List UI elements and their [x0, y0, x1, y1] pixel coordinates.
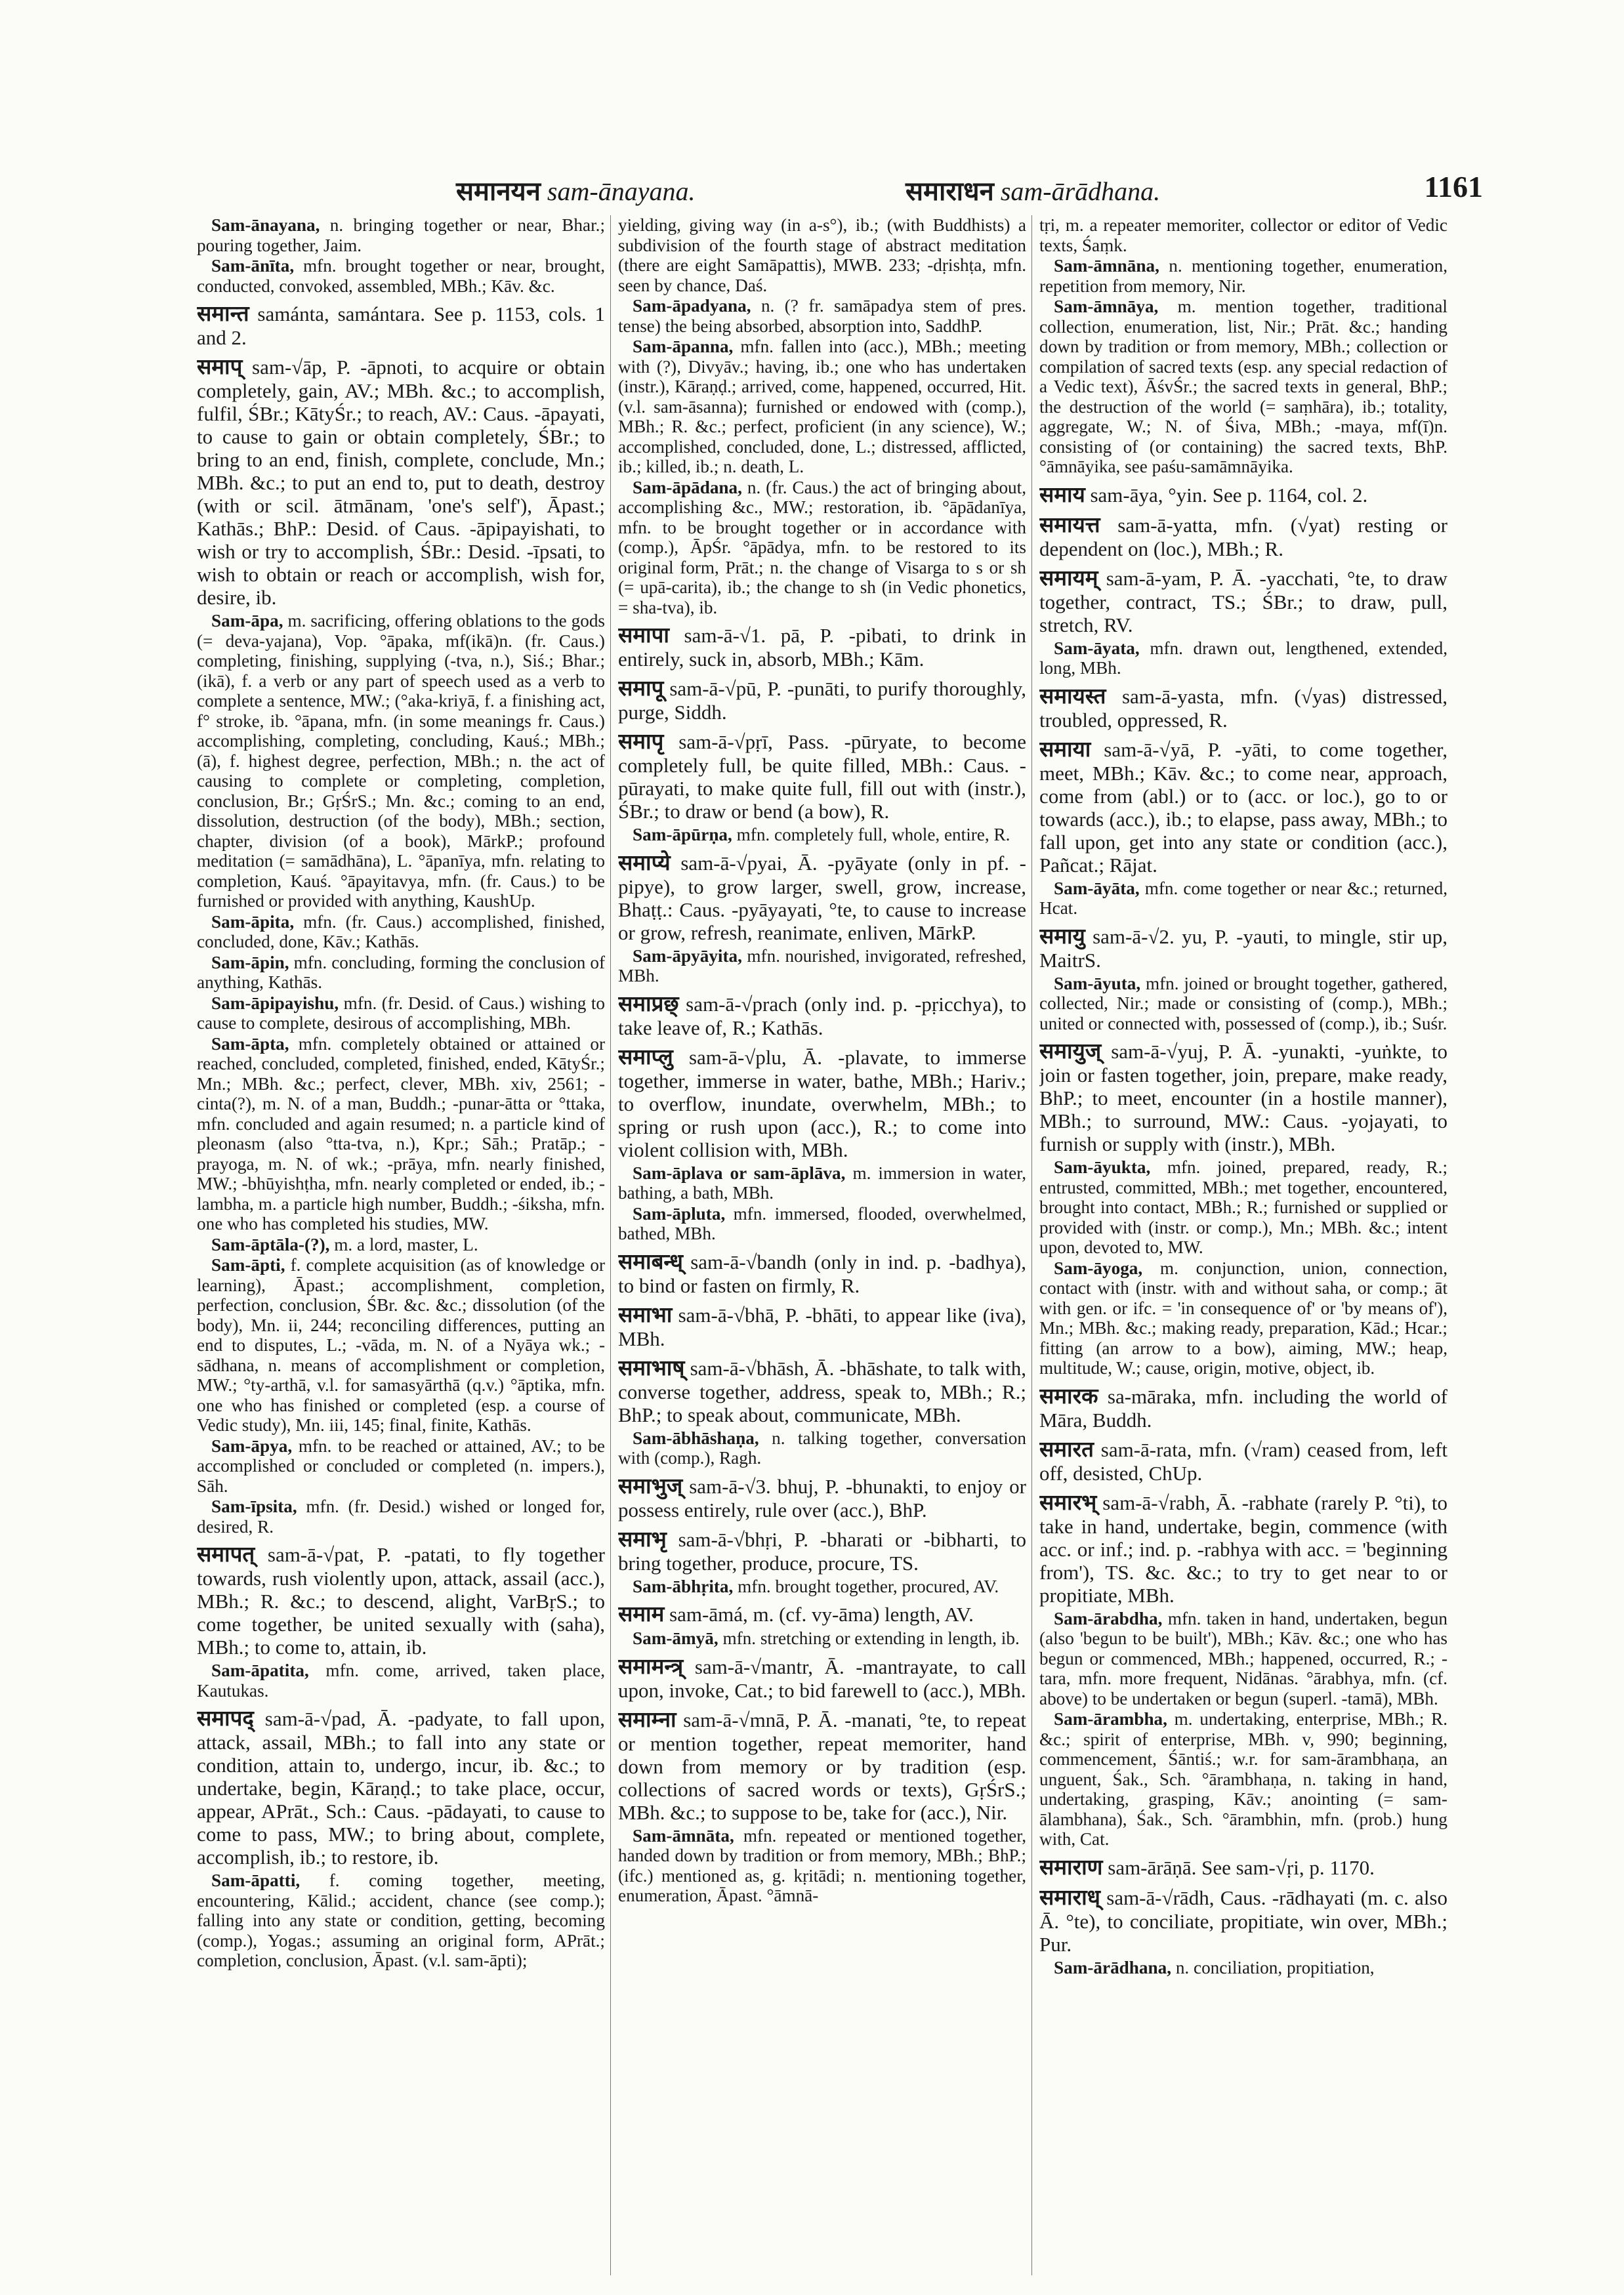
entry-headword: Sam-āyāta, [1054, 878, 1140, 898]
entry-headword: समाभा [618, 1303, 673, 1327]
entry-definition: m. immersion in water, bathing, a bath, MBh. [618, 1163, 1026, 1203]
entry-definition: sam-ā-yam, P. Ā. -yacchati, °te, to draw together, contract, TS.; ŚBr.; to draw, pull, stretch, RV. [1039, 566, 1447, 636]
entry-headword: समाप्ये [618, 851, 671, 875]
sub-entry [197, 1235, 605, 1255]
sub-entry [1039, 1157, 1447, 1258]
entry-headword: Sam-āyoga, [1054, 1258, 1143, 1278]
main-entry [618, 1708, 1026, 1824]
left-running-head-devanagari: समानयन [456, 176, 541, 206]
main-entry [197, 356, 605, 609]
entry-definition: yielding, giving way (in a-s°), ib.; (with Buddhists) a subdivision of the fourth stage of abstract meditation (there are eight Samāpattis), MWB. 233; -dṛishṭa, mfn. seen by chance, Daś. [618, 215, 1026, 295]
sub-entry [1039, 974, 1447, 1034]
entry-definition: sam-ā-√pṛī, Pass. -pūryate, to become completely full, be quite filled, MBh.: Caus. -pūrayati, to make quite full, fill out with (instr.), ŚBr.; to draw or bend (a bow), R. [618, 730, 1026, 823]
entry-definition: sam-√āp, P. -āpnoti, to acquire or obtain completely, gain, AV.; MBh. &c.; to accomplish, fulfil, ŚBr.; KātyŚr.; to reach, AV.: Caus. -āpayati, to cause to gain or obtain completely, ŚBr.; to bring to an end, finish, complete, conclude, Mn.; MBh. &c.; to put an end to, put to death, destroy (with or scil. ātmānam, 'one's self'), Āpast.; Kathās.; BhP.: Desid. of Caus. -āpipayishati, to wish or try to accomplish, ŚBr.: Desid. -īpsati, to wish to obtain or reach or accomplish, wish for, desire, ib. [197, 356, 605, 609]
sub-entry [197, 1497, 605, 1537]
entry-headword: Sam-āyukta, [1054, 1157, 1151, 1177]
entry-headword: समाप्लु [618, 1045, 673, 1069]
entry-definition: sam-ā-√yuj, P. Ā. -yunakti, -yuṅkte, to join or fasten together, join, prepare, make ready, BhP.; to meet, encounter (in a hostile manner), MBh.; to surround, MW.: Caus. -yojayati, to furnish or supply with (instr.), MBh. [1039, 1040, 1447, 1155]
entry-definition: mfn. (fr. Desid. of Caus.) wishing to cause to complete, desirous of accomplishing, MBh. [197, 993, 605, 1033]
entry-definition: sam-ā-√mnā, P. Ā. -manati, °te, to repeat or mention together, repeat memoriter, hand down from memory or by tradition (esp. collections of sacred words or texts), GṛŚrS.; MBh. &c.; to suppose to be, take for (acc.), Nir. [618, 1708, 1026, 1824]
entry-headword: Sam-āpita, [211, 911, 295, 932]
right-running-head-latin: sam-ārādhana. [1000, 176, 1161, 206]
entry-headword: समाम्ना [618, 1708, 677, 1732]
main-entry [1039, 685, 1447, 732]
sub-entry [197, 1871, 605, 1971]
main-entry [1039, 1040, 1447, 1155]
sub-entry [197, 1255, 605, 1436]
main-entry [618, 1357, 1026, 1426]
entry-definition: mfn. brought together, procured, AV. [738, 1576, 999, 1596]
entry-headword: समाबन्ध् [618, 1250, 683, 1274]
column-3 [1039, 215, 1447, 2275]
entry-headword: समायुज् [1039, 1040, 1102, 1064]
main-entry [618, 1475, 1026, 1521]
entry-headword: Sam-āptāla-(?), [211, 1234, 330, 1254]
entry-headword: Sam-ārādhana, [1054, 1957, 1172, 1977]
entry-headword: समायम् [1039, 566, 1098, 590]
sub-entry [197, 1436, 605, 1497]
entry-headword: समान्त [197, 302, 249, 326]
sub-entry [1039, 879, 1447, 919]
sub-entry [1039, 1609, 1447, 1709]
entry-definition: m. sacrificing, offering oblations to the gods (= deva-yajana), Vop. °āpaka, mf(ikā)n. (fr. Caus.) completing, finishing, supplying (-tva, n.), Siś.; Bhar.; (ikā), f. a verb or any part of speech used as a verb to complete a sentence, MW.; (°aka-kriyā, f. a finishing act, f° stroke, ib. °āpana, mfn. (in some meanings fr. Caus.) accomplishing, completing, concluding, Kauś.; MBh.; (ā), f. highest degree, perfection, MBh.; n. the act of causing to complete or completing, completion, conclusion, Br.; GṛŚrS.; Mn. &c.; coming to an end, dissolution, destruction (of the body), MBh.; section, chapter, division (of a book), MārkP.; profound meditation (= samādhāna), L. °āpanīya, mfn. relating to completion, Kauś. °āpayitavya, mfn. (fr. Caus.) to be furnished or provided with anything, KaushUp. [197, 611, 605, 911]
entry-definition: sam-ā-√bhā, P. -bhāti, to appear like (iva), MBh. [618, 1303, 1026, 1350]
column-1 [197, 215, 605, 2275]
main-entry [618, 677, 1026, 724]
entry-definition: n. mentioning together, enumeration, repetition from memory, Nir. [1039, 256, 1447, 296]
entry-headword: समाय [1039, 483, 1085, 507]
sub-entry [1039, 1709, 1447, 1850]
entry-headword: समारत [1039, 1437, 1094, 1462]
entry-headword: Sam-āpadyana, [633, 296, 751, 316]
main-entry [618, 1251, 1026, 1297]
left-running-head [456, 172, 695, 208]
entry-definition: samánta, samántara. See p. 1153, cols. 1 and 2. [197, 302, 605, 349]
entry-definition: sam-ā-√yā, P. -yāti, to come together, meet, MBh.; Kāv. &c.; to come near, approach, come from (abl.) or to (acc. or loc.), go to or towards (acc.), ib.; to elapse, pass away, MBh.; to fall upon, get into any state or condition (acc.), Pañcat.; Rājat. [1039, 737, 1447, 877]
entry-definition: sa-māraka, mfn. including the world of Māra, Buddh. [1039, 1384, 1447, 1432]
entry-definition: sam-ā-√bandh (only in ind. p. -badhya), to bind or fasten on firmly, R. [618, 1250, 1026, 1297]
main-entry [618, 1528, 1026, 1575]
column-2 [618, 215, 1026, 2275]
entry-headword: Sam-āmnāya, [1054, 297, 1159, 316]
sub-entry [618, 1826, 1026, 1906]
sub-entry [618, 1204, 1026, 1244]
sub-entry [618, 946, 1026, 986]
entry-definition: sam-ā-√2. yu, P. -yauti, to mingle, stir up, MaitrS. [1039, 924, 1447, 972]
entry-definition: m. undertaking, enterprise, MBh.; R. &c.; spirit of enterprise, MBh. v, 990; beginning, commencement, Śāntiś.; w.r. for sam-ārambhaṇa, an unguent, Śak., Sch. °ārambhaṇa, n. taking in hand, undertaking, grasping, Kāv.; anointing (= sam-ālambhana), Śak., Sch. °ārambhin, mfn. (prob.) hung with, Cat. [1039, 1709, 1447, 1849]
entry-definition: mfn. nourished, invigorated, refreshed, MBh. [618, 945, 1026, 985]
entry-headword: समाभाष् [618, 1356, 685, 1380]
sub-entry [1039, 638, 1447, 678]
entry-definition: sam-āya, °yin. See p. 1164, col. 2. [1090, 483, 1368, 507]
entry-headword: समायु [1039, 924, 1085, 949]
entry-definition: mfn. repeated or mentioned together, handed down by tradition or from memory, MBh.; BhP.; (ifc.) mentioned as, g. kṛitādi; n. mentioning together, enumeration, Āpast. °āmnā- [618, 1825, 1026, 1905]
entry-definition: f. coming together, meeting, encountering, Kālid.; accident, chance (see comp.); falling into any state or condition, getting, becoming (comp.), Yogas.; assuming an original form, APrāt.; completion, conclusion, Āpast. (v.l. sam-āpti); [197, 1871, 605, 1970]
entry-headword: समापू [618, 677, 664, 701]
sub-entry [618, 296, 1026, 336]
entry-headword: Sam-āyata, [1054, 638, 1140, 658]
entry-headword: Sam-āpta, [211, 1033, 289, 1054]
sub-entry [1039, 297, 1447, 477]
page-number: 1161 [1424, 170, 1483, 203]
sub-entry [618, 1577, 1026, 1597]
entry-definition: sam-ā-√pyai, Ā. -pyāyate (only in pf. -pipye), to grow larger, swell, grow, increase, Bhaṭṭ.: Caus. -pyāyayati, °te, to cause to increase or grow, refresh, reanimate, enliven, MārkP. [618, 851, 1026, 944]
entry-headword: Sam-ārabdha, [1054, 1608, 1163, 1628]
entry-headword: Sam-āyuta, [1054, 973, 1141, 993]
entry-definition: m. a lord, master, L. [334, 1234, 478, 1254]
sub-entry [618, 1628, 1026, 1649]
entry-headword: Sam-ānīta, [211, 256, 295, 276]
entry-headword: समाराण [1039, 1855, 1103, 1880]
entry-headword: समाभुज् [618, 1474, 683, 1499]
entry-headword: Sam-āpūrṇa, [633, 825, 732, 844]
entry-definition: sam-āmá, m. (cf. vy-āma) length, AV. [669, 1603, 974, 1626]
sub-entry [197, 912, 605, 952]
entry-definition: mfn. concluding, forming the conclusion of anything, Kathās. [197, 952, 605, 992]
main-entry [1039, 1856, 1447, 1880]
column-rule-1 [610, 215, 611, 2275]
main-entry [618, 1304, 1026, 1350]
main-entry [618, 852, 1026, 944]
main-entry [618, 730, 1026, 823]
left-running-head-latin: sam-ānayana. [547, 176, 696, 206]
entry-definition: sam-ā-√rabh, Ā. -rabhate (rarely P. °ti), to take in hand, undertake, begin, commence (with acc. or inf.; ind. p. -rabhya with acc. = 'beginning from'), TS. &c. &c.; to try to get near to or propitiate, MBh. [1039, 1491, 1447, 1607]
entry-definition: mfn. (fr. Caus.) accomplished, finished, concluded, done, Kāv.; Kathās. [197, 911, 605, 951]
entry-definition: mfn. joined or brought together, gathered, collected, Nir.; made or consisting of (comp.), MBh.; united or connected with, possessed of (comp.), ib.; Suśr. [1039, 973, 1447, 1033]
entry-definition: mfn. to be reached or attained, AV.; to be accomplished or concluded or completed (n. impers.), Sāh. [197, 1436, 605, 1496]
entry-definition: n. bringing together or near, Bhar.; pouring together, Jaim. [197, 215, 605, 255]
entry-definition: tṛi, m. a repeater memoriter, collector or editor of Vedic texts, Śaṃk. [1039, 215, 1447, 255]
main-entry [1039, 1385, 1447, 1432]
main-entry [618, 624, 1026, 671]
entry-definition: mfn. come together or near &c.; returned, Hcat. [1039, 878, 1447, 918]
entry-headword: Sam-āpipayishu, [211, 993, 339, 1013]
entry-headword: Sam-ābhṛita, [633, 1576, 734, 1596]
entry-definition: mfn. brought together or near, brought, conducted, convoked, assembled, MBh.; Kāv. &c. [197, 256, 605, 296]
right-running-head-devanagari: समाराधन [906, 176, 994, 206]
entry-headword: Sam-āpluta, [633, 1203, 726, 1224]
entry-definition: mfn. completely full, whole, entire, R. [736, 825, 1010, 844]
entry-definition: mfn. taken in hand, undertaken, begun (also 'begun to be built'), MBh.; Kāv. &c.; one who has begun or commenced, MBh.; happened, occurred, R.; -tara, mfn. more frequent, Nidānas. °ārabhya, mfn. (cf. above) to be undertaken or begun (superl. -tamā), MBh. [1039, 1608, 1447, 1708]
sub-entry [618, 825, 1026, 845]
entry-headword: Sam-āpatti, [211, 1871, 301, 1890]
entry-headword: Sam-āmnāna, [1054, 256, 1159, 276]
main-entry [197, 1543, 605, 1659]
entry-definition: m. conjunction, union, connection, contact with (instr. with and without saha, or comp.; āt with gen. or ifc. = 'in consequence of' or 'by means of'), Mn.; MBh. &c.; making ready, preparation, Kād.; Hcar.; fitting (an arrow to a bow), aiming, MW.; heap, multitude, W.; cause, origin, motive, object, ib. [1039, 1258, 1447, 1378]
entry-definition: m. mention together, traditional collection, enumeration, list, Nir.; Prāt. &c.; handing down by tradition or from memory, MBh.; collection or compilation of sacred texts (esp. any special redaction of a Vedic text), ĀśvŚr.; the sacred texts in general, BhP.; the destruction of the world (= saṃhāra), ib.; totality, aggregate, W.; N. of Śiva, MBh.; -maya, mf(ī)n. consisting of (or containing) the sacred texts, BhP. °āmnāyika, see paśu-samāmnāyika. [1039, 297, 1447, 476]
entry-headword: समाम [618, 1603, 665, 1626]
main-entry [1039, 925, 1447, 972]
entry-definition: n. conciliation, propitiation, [1175, 1957, 1375, 1977]
sub-entry [197, 1661, 605, 1701]
sub-entry [618, 337, 1026, 477]
sub-entry [197, 611, 605, 911]
entry-headword: Sam-āmyā, [633, 1628, 718, 1648]
entry-definition: sam-ā-√pad, Ā. -padyate, to fall upon, attack, assail, MBh.; to fall into any state or condition, attain to, undergo, incur, ib. &c.; to undertake, begin, Kāraṇḍ.; to take place, occur, appear, APrāt., Sch.: Caus. -pādayati, to cause to come to pass, MW.; to bring about, complete, accomplish, ib.; to restore, ib. [197, 1707, 605, 1869]
main-entry [1039, 484, 1447, 507]
sub-entry [197, 953, 605, 993]
entry-headword: समापत् [197, 1543, 255, 1567]
entry-definition: sam-ā-√prach (only ind. p. -pṛicchya), to take leave of, R.; Kathās. [618, 992, 1026, 1039]
entry-definition: n. talking together, conversation with (comp.), Ragh. [618, 1428, 1026, 1468]
main-entry [1039, 514, 1447, 560]
entry-definition: sam-ā-√1. pā, P. -pibati, to drink in entirely, suck in, absorb, MBh.; Kām. [618, 624, 1026, 671]
entry-definition: mfn. immersed, flooded, overwhelmed, bathed, MBh. [618, 1203, 1026, 1243]
column-rule-2 [1031, 215, 1032, 2275]
sub-entry [618, 478, 1026, 618]
entry-definition: sam-ā-√bhāsh, Ā. -bhāshate, to talk with, converse together, address, speak to, MBh.; R.; BhP.; to speak about, communicate, MBh. [618, 1356, 1026, 1426]
entry-definition: sam-ā-yatta, mfn. (√yat) resting or dependent on (loc.), MBh.; R. [1039, 513, 1447, 560]
entry-headword: समारभ् [1039, 1491, 1097, 1515]
entry-definition: sam-ā-√bhṛi, P. -bharati or -bibharti, to bring together, produce, procure, TS. [618, 1527, 1026, 1575]
entry-definition: mfn. fallen into (acc.), MBh.; meeting with (?), Divyāv.; having, ib.; one who has undertaken (instr.), Kāraṇḍ.; arrived, come, happened, occurred, Hit. (v.l. sam-āsanna); furnished or endowed with (comp.), MBh.; R. &c.; perfect, proficient (in any science), W.; accomplished, concluded, done, L.; distressed, afflicted, ib.; killed, ib.; n. death, L. [618, 337, 1026, 476]
entry-definition: mfn. stretching or extending in length, ib. [722, 1628, 1020, 1648]
main-entry [618, 1655, 1026, 1702]
entry-definition: sam-ā-√rādh, Caus. -rādhayati (m. c. also Ā. °te), to conciliate, propitiate, win over, MBh.; Pur. [1039, 1886, 1447, 1956]
main-entry [197, 1707, 605, 1869]
entry-definition: mfn. completely obtained or attained or reached, concluded, completed, finished, ended, KātyŚr.; Mn.; MBh. &c.; perfect, clever, MBh. xiv, 2561; -cinta(?), m. N. of a man, Buddh.; -punar-ātta or °ttaka, mfn. concluded and again resumed; n. a particle kind of pleonasm (also °tta-tva, n.), Kpr.; Sāh.; Pratāp.; -prayoga, m. N. of wk.; -prāya, mfn. nearly finished, MW.; -bhūyishṭha, mfn. nearly completed or ended, ib.; -lambha, m. a particle high number, Buddh.; -śiksha, mfn. one who has completed his studies, MW. [197, 1033, 605, 1233]
entry-headword: Sam-īpsita, [211, 1497, 297, 1516]
right-running-head [906, 172, 1160, 208]
entry-headword: Sam-āpyāyita, [633, 945, 742, 966]
sub-entry [1039, 1258, 1447, 1378]
entry-definition: sam-ā-√pat, P. -patati, to fly together towards, rush violently upon, attack, assail (acc.), MBh.; R. &c.; to descend, alight, VarBṛS.; to come together, be united sexually with (saha), MBh.; to come to, attain, ib. [197, 1543, 605, 1659]
entry-headword: समापृ [618, 730, 664, 754]
main-entry [1039, 1438, 1447, 1485]
entry-headword: Sam-āpin, [211, 952, 289, 972]
entry-definition: mfn. come, arrived, taken place, Kautukas. [197, 1661, 605, 1701]
entry-headword: Sam-āpanna, [633, 337, 734, 356]
entry-definition: sam-ā-yasta, mfn. (√yas) distressed, troubled, oppressed, R. [1039, 684, 1447, 732]
entry-headword: समारक [1039, 1384, 1098, 1409]
entry-headword: समायत्त [1039, 513, 1100, 537]
main-entry [1039, 1886, 1447, 1956]
entry-definition: mfn. (fr. Desid.) wished or longed for, desired, R. [197, 1497, 605, 1537]
main-entry [618, 993, 1026, 1039]
entry-definition: n. (? fr. samāpadya stem of pres. tense) the being absorbed, absorption into, SaddhP. [618, 296, 1026, 336]
entry-headword: समायस्त [1039, 684, 1106, 709]
entry-definition: f. complete acquisition (as of knowledge or learning), Āpast.; accomplishment, completion, perfection, conclusion, ŚBr. &c. &c.; dissolution (of the body), Mn. ii, 244; reconciling differences, putting an end to disputes, L.; -vāda, m. N. of a Nyāya wk.; -sādhana, n. means of accomplishment or completion, MW.; °ty-arthā, v.l. for samasyārthā (q.v.) °āptika, mfn. one who has finished or completed (esp. a course of Vedic study), Mn. iii, 145; final, finite, Kathās. [197, 1255, 605, 1435]
entry-definition: sam-ā-√mantr, Ā. -mantrayate, to call upon, invoke, Cat.; to bid farewell to (acc.), MBh. [618, 1655, 1026, 1702]
sub-entry [197, 256, 605, 296]
sub-entry [1039, 1958, 1447, 1978]
main-entry [197, 302, 605, 349]
entry-definition: mfn. drawn out, lengthened, extended, long, MBh. [1039, 638, 1447, 678]
entry-headword: समापद् [197, 1707, 254, 1731]
entry-headword: Sam-āpatita, [211, 1661, 309, 1680]
entry-definition: sam-ā-√plu, Ā. -plavate, to immerse together, immerse in water, bathe, MBh.; Hariv.; to overflow, inundate, overwhelm, MBh.; to spring or rush upon (acc.), R.; to come into violent collision with, MBh. [618, 1045, 1026, 1161]
entry-headword: Sam-āplava or sam-āplāva, [633, 1163, 846, 1183]
entry-headword: Sam-āmnāta, [633, 1825, 734, 1846]
entry-headword: समाया [1039, 737, 1091, 762]
entry-headword: Sam-āpya, [211, 1436, 293, 1456]
entry-headword: समाभृ [618, 1527, 667, 1552]
entry-headword: Sam-āpādana, [633, 477, 742, 497]
entry-headword: Sam-āpti, [211, 1255, 285, 1275]
entry-headword: समाप्रछ् [618, 992, 679, 1016]
entry-definition: sam-ā-rata, mfn. (√ram) ceased from, left off, desisted, ChUp. [1039, 1437, 1447, 1485]
main-entry [1039, 567, 1447, 636]
entry-definition: mfn. joined, prepared, ready, R.; entrusted, committed, MBh.; met together, encountered, brought into contact, MBh.; R.; furnished or supplied or provided with (instr. or comp.), Mn.; MBh. &c.; intent upon, devoted to, MW. [1039, 1157, 1447, 1257]
main-entry [1039, 738, 1447, 877]
sub-entry [197, 993, 605, 1033]
entry-headword: Sam-ānayana, [211, 215, 320, 235]
entry-headword: समाप् [197, 356, 243, 379]
main-entry [1039, 1491, 1447, 1607]
entry-headword: समाराध् [1039, 1886, 1100, 1910]
sub-entry [1039, 256, 1447, 296]
entry-headword: समामन्त्र् [618, 1655, 684, 1679]
entry-headword: Sam-āpa, [211, 611, 283, 631]
main-entry [618, 1603, 1026, 1626]
entry-definition: sam-ārāṇā. See sam-√ṛi, p. 1170. [1108, 1855, 1375, 1879]
continued-entry [618, 215, 1026, 295]
sub-entry [618, 1428, 1026, 1468]
entry-headword: समापा [618, 624, 669, 648]
entry-headword: Sam-ārambha, [1054, 1709, 1167, 1729]
entry-definition: n. (fr. Caus.) the act of bringing about, accomplishing &c., MW.; restoration, ib. °āpādanīya, mfn. to be brought together or in accordance with (comp.), ĀpŚr. °āpādya, mfn. to be restored to its original form, Prāt.; n. the change of Visarga to s or sh (= upā-carita), ib.; the change to sh (in Vedic phonetics, = sha-tva), ib. [618, 477, 1026, 617]
sub-entry [618, 1163, 1026, 1203]
sub-entry [197, 215, 605, 255]
entry-definition: sam-ā-√3. bhuj, P. -bhunakti, to enjoy or possess entirely, rule over (acc.), BhP. [618, 1474, 1026, 1521]
entry-headword: Sam-ābhāshaṇa, [633, 1428, 759, 1448]
page-header [197, 172, 1483, 205]
entry-definition: sam-ā-√pū, P. -punāti, to purify thoroughly, purge, Siddh. [618, 677, 1026, 724]
continued-entry [1039, 215, 1447, 255]
sub-entry [197, 1034, 605, 1234]
main-entry [618, 1046, 1026, 1161]
